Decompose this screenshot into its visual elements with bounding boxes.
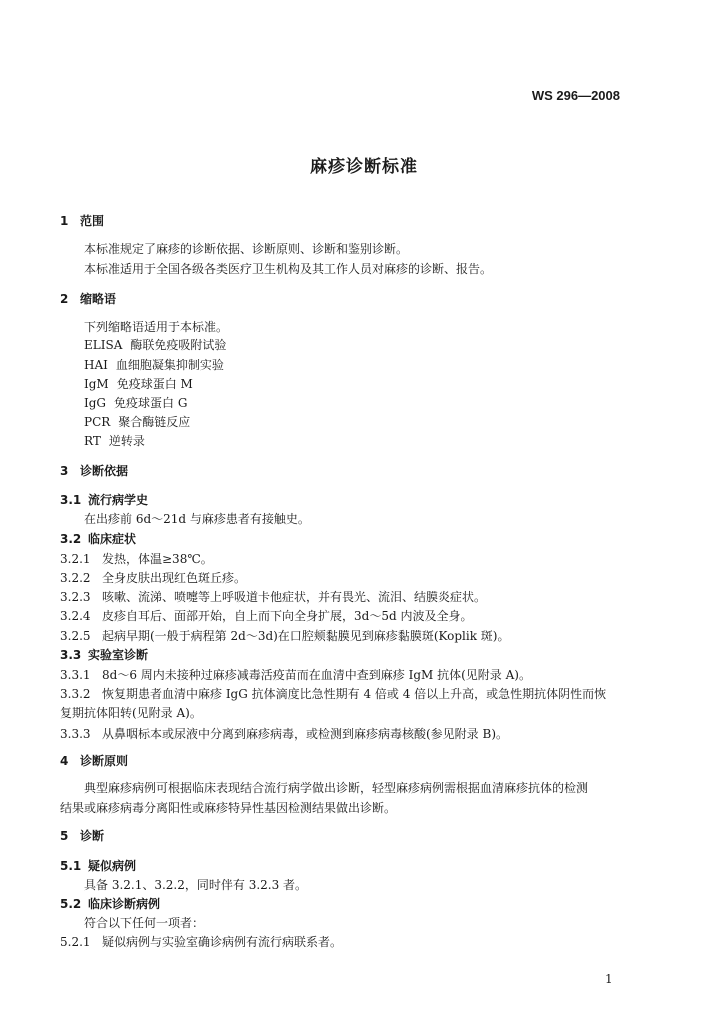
abbr-key: PCR <box>84 415 111 429</box>
clause-3-2-5 <box>60 627 510 644</box>
subsection-3-3-heading <box>60 646 148 663</box>
abbr-key: IgM <box>84 377 109 391</box>
abbr-intro: 下列缩略语适用于本标准。 <box>84 320 229 334</box>
clause-text: 从鼻咽标本或尿液中分离到麻疹病毒，或检测到麻疹病毒核酸(参见附录 B)。 <box>102 727 508 741</box>
section-1-heading <box>60 212 104 229</box>
subsection-number: 3.3 <box>60 648 82 662</box>
clause-5-2-1 <box>60 933 342 950</box>
abbr-value: 免疫球蛋白 G <box>114 396 188 410</box>
clause-text: 全身皮肤出现红色斑丘疹。 <box>102 571 247 585</box>
clause-number: 3.3.1 <box>60 668 91 682</box>
clause-3-3-2 <box>60 685 606 702</box>
section-title: 缩略语 <box>80 292 117 306</box>
clause-3-2-3 <box>60 588 486 605</box>
clause-number: 3.2.2 <box>60 571 91 585</box>
subsection-title: 疑似病例 <box>88 859 137 873</box>
principle-paragraph-line-2: 结果或麻疹病毒分离阳性或麻疹特异性基因检测结果做出诊断。 <box>60 801 397 815</box>
section-number: 4 <box>60 754 69 768</box>
subsection-title: 流行病学史 <box>88 493 149 507</box>
abbr-value: 聚合酶链反应 <box>118 415 191 429</box>
abbr-value: 逆转录 <box>108 434 145 448</box>
subsection-3-1-heading <box>60 491 148 508</box>
list-item <box>84 413 190 430</box>
section-4-heading <box>60 752 128 769</box>
clause-number: 3.3.3 <box>60 727 91 741</box>
clause-number: 3.2.1 <box>60 552 91 566</box>
clause-number: 3.2.3 <box>60 590 91 604</box>
section-title: 范围 <box>80 214 105 228</box>
clause-3-2-4 <box>60 607 472 624</box>
scope-paragraph-2: 本标准适用于全国各级各类医疗卫生机构及其工作人员对麻疹的诊断、报告。 <box>84 262 493 276</box>
abbr-key: HAI <box>84 358 108 372</box>
abbr-value: 酶联免疫吸附试验 <box>130 338 227 352</box>
list-item <box>84 375 193 392</box>
subsection-title: 临床诊断病例 <box>88 897 161 911</box>
list-item <box>84 356 224 373</box>
page-number: 1 <box>605 972 613 986</box>
section-2-heading <box>60 290 116 307</box>
clause-3-2-1 <box>60 550 213 567</box>
abbr-key: RT <box>84 434 101 448</box>
suspected-case-text: 具备 3.2.1、3.2.2，同时伴有 3.2.3 者。 <box>84 878 308 892</box>
subsection-title: 临床症状 <box>88 532 137 546</box>
abbr-value: 血细胞凝集抑制实验 <box>115 358 224 372</box>
clause-text: 8d～6 周内未接种过麻疹减毒活疫苗而在血清中查到麻疹 IgM 抗体(见附录 A)。 <box>102 668 531 682</box>
abbr-key: IgG <box>84 396 107 410</box>
subsection-5-1-heading <box>60 857 136 874</box>
clause-text: 皮疹自耳后、面部开始，自上而下向全身扩展，3d～5d 内波及全身。 <box>102 609 473 623</box>
page-title: 麻疹诊断标准 <box>310 157 418 177</box>
subsection-5-2-heading <box>60 895 160 912</box>
subsection-number: 3.2 <box>60 532 82 546</box>
clause-3-3-1 <box>60 666 531 683</box>
clause-text: 疑似病例与实验室确诊病例有流行病联系者。 <box>102 935 343 949</box>
subsection-title: 实验室诊断 <box>88 648 149 662</box>
section-number: 3 <box>60 464 69 478</box>
clause-text: 恢复期患者血清中麻疹 IgG 抗体滴度比急性期有 4 倍或 4 倍以上升高，或急性期抗体阴性而恢 <box>102 687 607 701</box>
clause-number: 3.2.4 <box>60 609 91 623</box>
list-item <box>84 432 145 449</box>
section-number: 2 <box>60 292 69 306</box>
section-5-heading <box>60 827 104 844</box>
clause-3-2-2 <box>60 569 246 586</box>
clause-number: 5.2.1 <box>60 935 91 949</box>
clause-text: 发热，体温≥38℃。 <box>102 552 213 566</box>
section-3-heading <box>60 462 128 479</box>
section-number: 1 <box>60 214 69 228</box>
clause-3-3-3 <box>60 725 508 742</box>
section-title: 诊断原则 <box>80 754 129 768</box>
subsection-number: 5.1 <box>60 859 82 873</box>
subsection-number: 5.2 <box>60 897 82 911</box>
section-title: 诊断依据 <box>80 464 129 478</box>
scope-paragraph-1: 本标准规定了麻疹的诊断依据、诊断原则、诊断和鉴别诊断。 <box>84 242 409 256</box>
list-item <box>84 336 226 353</box>
clause-3-3-2-continued: 复期抗体阳转(见附录 A)。 <box>60 706 202 720</box>
epidemiology-text: 在出疹前 6d～21d 与麻疹患者有接触史。 <box>84 512 310 526</box>
section-number: 5 <box>60 829 69 843</box>
clause-number: 3.3.2 <box>60 687 91 701</box>
standard-code: WS 296—2008 <box>531 88 620 103</box>
list-item <box>84 394 187 411</box>
abbr-value: 免疫球蛋白 M <box>116 377 193 391</box>
clause-text: 起病早期(一般于病程第 2d～3d)在口腔颊黏膜见到麻疹黏膜斑(Koplik 斑)。 <box>102 629 510 643</box>
clinical-case-text: 符合以下任何一项者： <box>84 916 205 930</box>
subsection-3-2-heading <box>60 530 136 547</box>
section-title: 诊断 <box>80 829 105 843</box>
clause-number: 3.2.5 <box>60 629 91 643</box>
abbr-key: ELISA <box>84 338 123 352</box>
subsection-number: 3.1 <box>60 493 82 507</box>
clause-text: 咳嗽、流涕、喷嚏等上呼吸道卡他症状，并有畏光、流泪、结膜炎症状。 <box>102 590 487 604</box>
principle-paragraph-line-1: 典型麻疹病例可根据临床表现结合流行病学做出诊断，轻型麻疹病例需根据血清麻疹抗体的检测 <box>84 781 589 795</box>
